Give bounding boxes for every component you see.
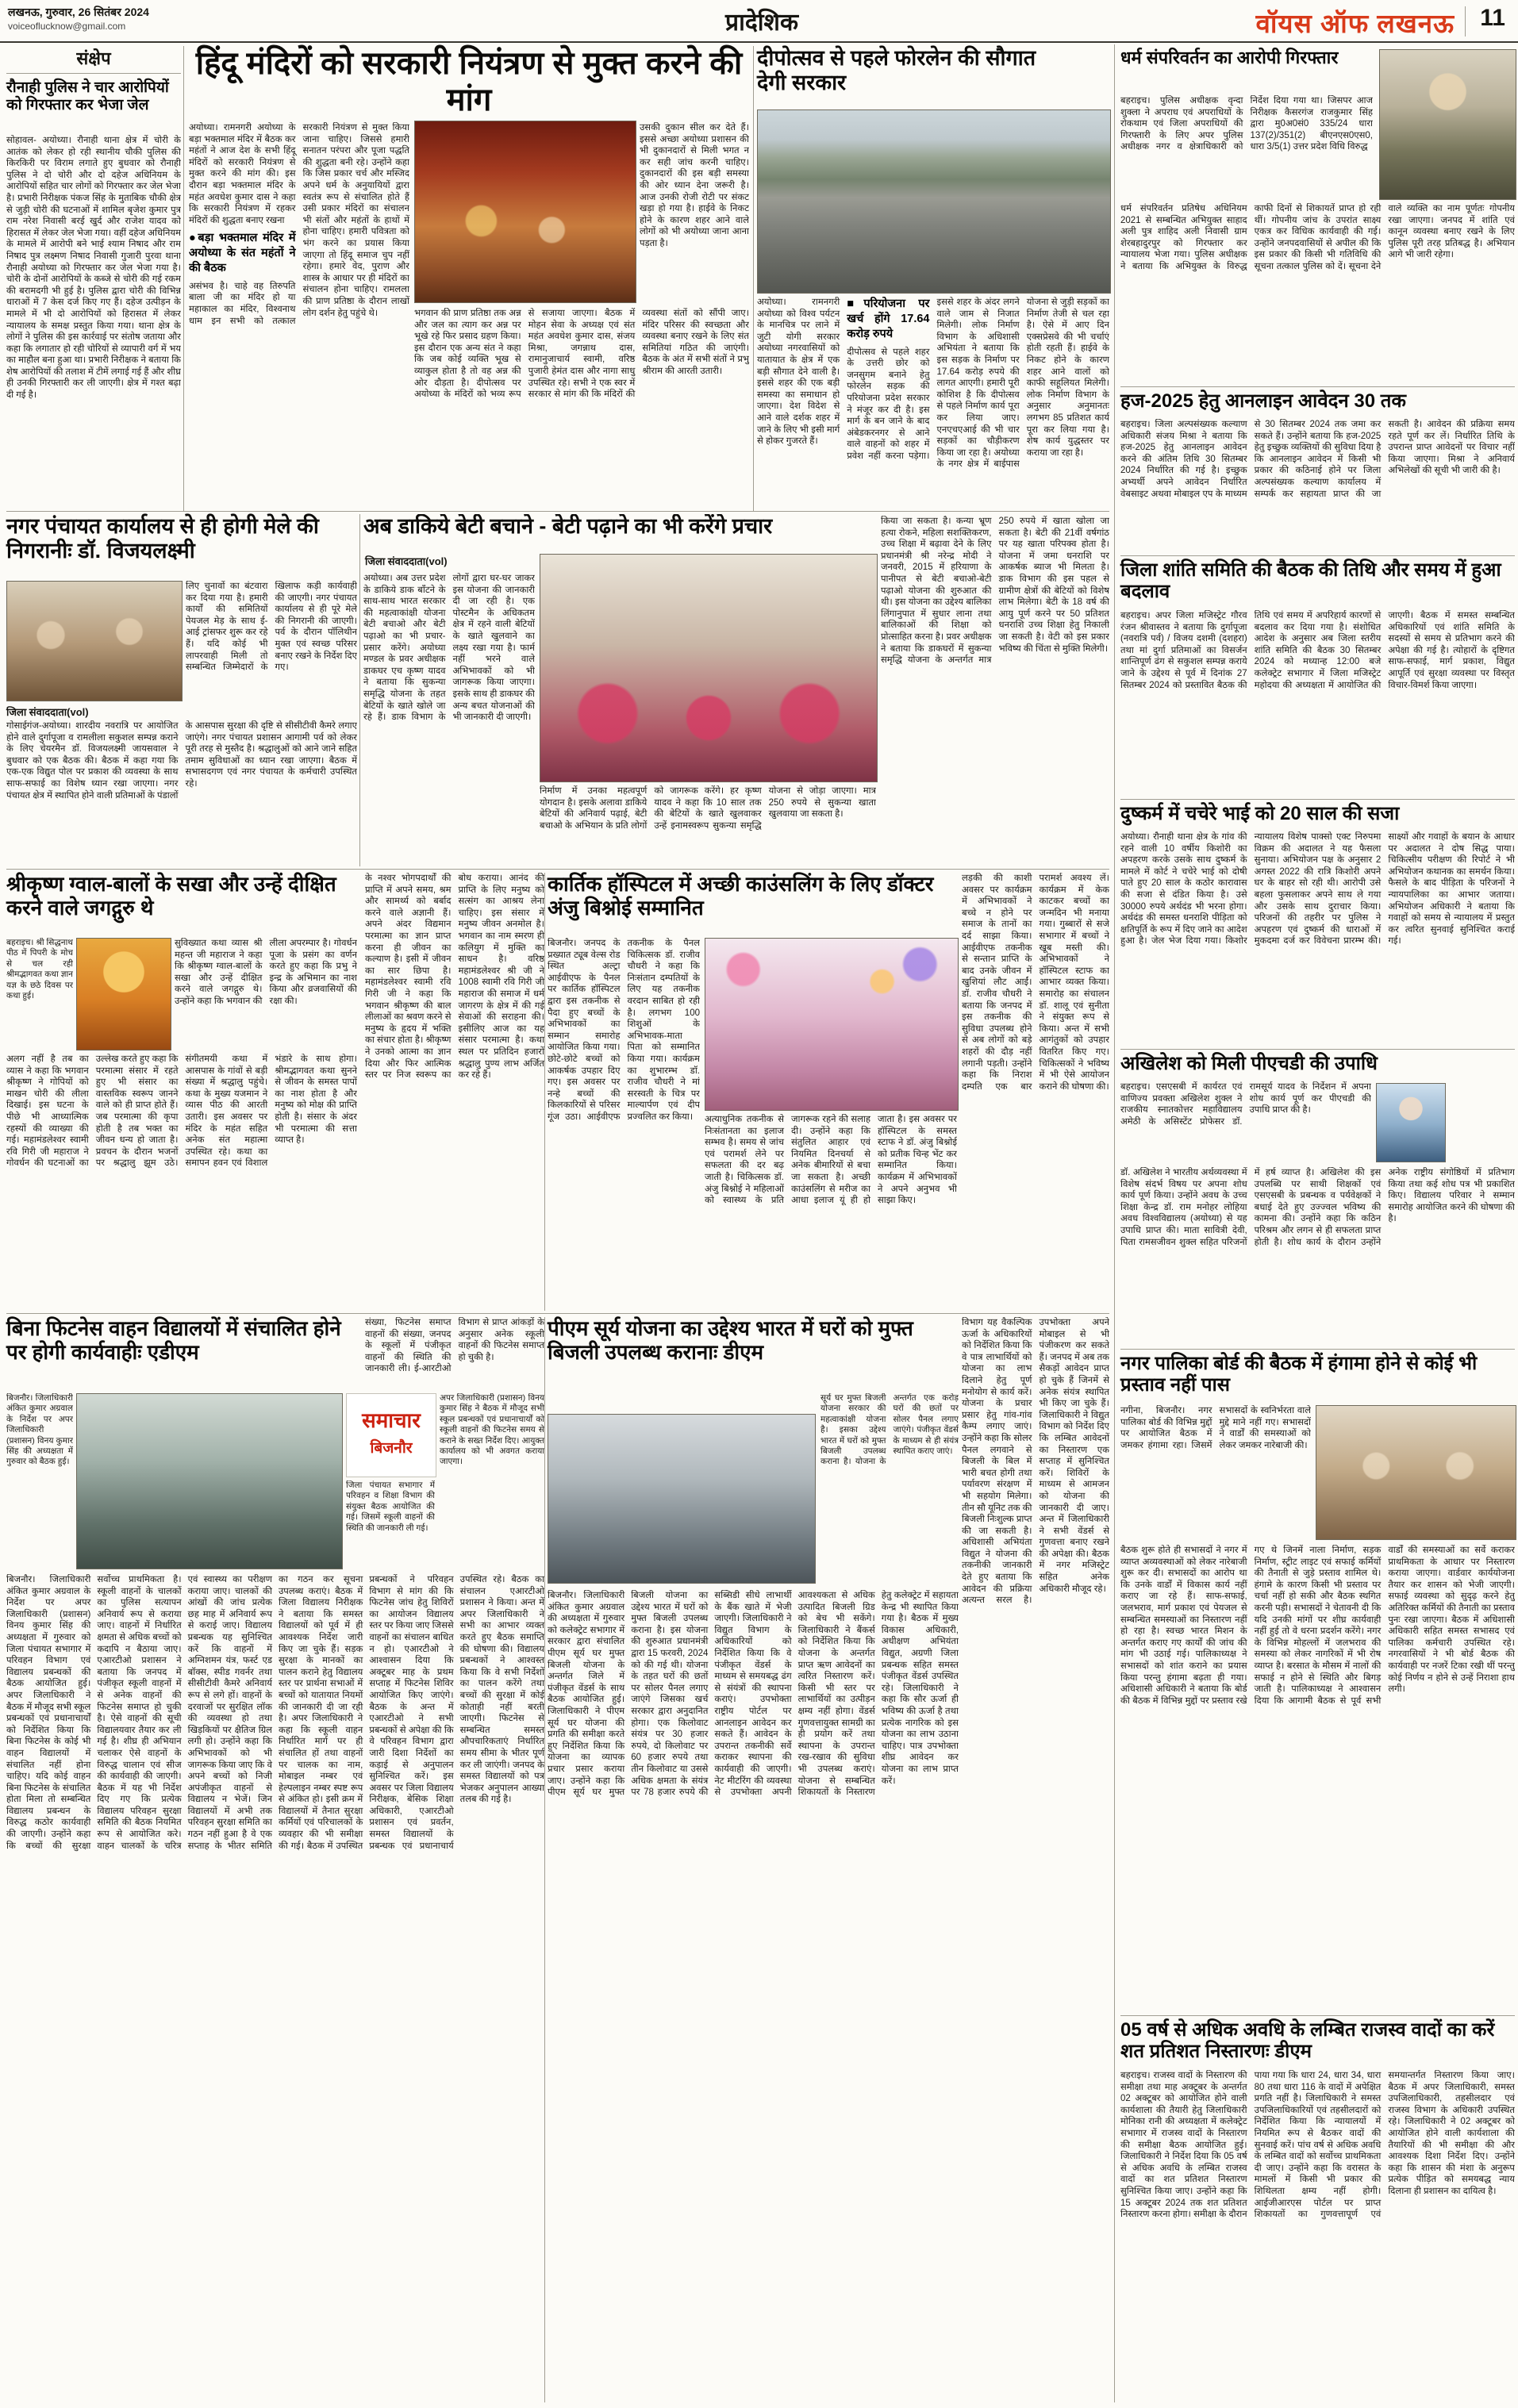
divider (753, 46, 754, 511)
article-body-left: अयोध्या। अब उत्तर प्रदेश के डाकिये डाक बाँटने के साथ-साथ भारत सरकार की महत्वाकांक्षी योजना बेटी बचाओ और बेटी पढ़ाओ का भी प्रचार-प्रसार करेंगे। अयोध्या मण्डल के प्रवर अधीक्षक डाकघर एच कृष्ण यादव ने बताया कि सुकन्या समृद्धि योजना के तहत बेटियों के खाते खोले जा रहे हैं। डाक विभाग के लोगों द्वारा घर-घर जाकर इस योजना की जानकारी दी जा रही है। एक पोस्टमैन के अधिकतम क्षेत्र में रहने वाली बेटियों के खाते खुलवाने का लक्ष्य रखा गया है। फार्म नहीं भरने वाले अभिभावकों को भी जागरूक किया जाएगा। इसके साथ ही डाकघर की अन्य बचत योजनाओं की भी जानकारी दी जाएगी। (363, 574, 535, 723)
article-headline: श्रीकृष्ण ग्वाल-बालों के सखा और उन्हें दीक्षित करने वाले जगद्गुरु थे (6, 872, 336, 920)
article-body-a: बिजनौर। जिलाधिकारी अंकित कुमार अग्रवाल के निर्देश पर अपर जिलाधिकारी (प्रशासन) विनय कुमार सिंह की अध्यक्षता में गुरुवार को बैठक हुई। (6, 1393, 73, 1467)
article-shanti (1120, 559, 1515, 796)
article-body-bottom: धर्म संपरिवर्तन प्रतिषेध अधिनियम 2021 से सम्बन्धित अभियुक्त साहाद अली पुत्र शाहिद अली निवासी ग्राम शेरबहादुरपुर को गिरफ्तार कर न्यायालय भेजा गया। पुलिस अधीक्षक ने बताया कि अभियुक्त के विरुद्ध काफी दिनों से शिकायतें प्राप्त हो रही थीं। गोपनीय जांच के उपरांत साक्ष्य एकत्र कर विधिक कार्यवाही की गई। उन्होंने जनपदवासियों से अपील की कि इस प्रकार की किसी भी गतिविधि की सूचना तत्काल पुलिस को दें। सूचना देने वाले व्यक्ति का नाम पूर्णतः गोपनीय रखा जाएगा। जनपद में शांति एवं कानून व्यवस्था बनाए रखने के लिए पुलिस पूरी तरह प्रतिबद्ध है। अभियान आगे भी जारी रहेगा। (1120, 204, 1515, 271)
article-body-right: उसकी दुकान सील कर देते हैं। इससे अच्छा अयोध्या प्रशासन की भी दुकानदारों से मिली भगत न कर सही जांच करनी चाहिए। दुकानदारों की इस बड़ी समस्या की ओर ध्यान देना जरूरी है। आज उनकी रोजी रोटी पर संकट खड़ा हो गया है। हाईवे के निकट होने के कारण शहर आने वाले लोगों को भी अयोध्या जाना आना पड़ता है। (640, 123, 749, 248)
article-body-a: सूर्य घर मुफ्त बिजली योजना सरकार की महत्वाकांक्षी योजना है। इसका उद्देश्य भारत में घरों को मुफ्त बिजली उपलब्ध कराना है। योजना के अन्तर्गत एक करोड़ घरों की छतों पर सोलर पैनल लगाए जाएंगे। पंजीकृत वेंडर्स के माध्यम से ही संयंत्र स्थापित कराए जाएं। (820, 1393, 959, 1467)
article-body-c: अपर जिलाधिकारी (प्रशासन) विनय कुमार सिंह ने बैठक में मौजूद सभी स्कूल प्रबन्धकों एवं प्रधानाचार्यों को स्कूली वाहनों की फिटनेस समय से कराने के सख्त निर्देश दिए। आयुक्त कार्यालय को भी अवगत कराया जाएगा। (440, 1393, 544, 1467)
article-dushkarm (1120, 803, 1515, 1046)
article-headline: 05 वर्ष से अधिक अवधि के लम्बित राजस्व वादों का करें शत प्रतिशत निस्तारणः डीएम (1120, 2019, 1495, 2063)
article-body-bottom: निर्माण में उनका महत्वपूर्ण योगदान है। इसके अलावा डाकिये बेटियों की अनिवार्य पढ़ाई, बेटी बचाओ के अभियान के प्रति लोगों को जागरूक करेंगे। हर कृष्ण यादव ने कहा कि 10 साल तक की बेटियों के खाते खुलवाकर उन्हें इनामस्वरूप सुकन्या समृद्धि योजना से जोड़ा जाएगा। मात्र 250 रुपये से सुकन्या खाता खुलवाया जा सकता है। (540, 786, 876, 831)
date-line: लखनऊ, गुरुवार, 26 सितंबर 2024 (8, 6, 149, 18)
article-body: नगीना, बिजनौर। नगर पालिका बोर्ड की विभिन्न मुद्दों पर आयोजित बैठक में जमकर हंगामा रहा। जिसमें सभासदों के स्वनिर्भरता वाले मुद्दे माने नहीं गए। सभासदों ने वार्डों की समस्याओं को लेकर जमकर नारेबाजी की। (1120, 1406, 1311, 1450)
newsbox-line1: समाचार (362, 1408, 421, 1432)
samachar-bijnor-box (346, 1393, 436, 1477)
article-akhilesh (1120, 1053, 1515, 1345)
divider (1114, 44, 1115, 2402)
divider (1120, 2015, 1515, 2016)
article-headline: हिंदू मंदिरों को सरकारी नियंत्रण से मुक्त करने की मांग (195, 46, 743, 117)
article-headline: कार्तिक हॉस्पिटल में अच्छी काउंसलिंग के लिए डॉक्टर अंजु बिश्नोई सम्मानित (548, 872, 934, 920)
akhilesh-portrait-photo (1376, 1083, 1446, 1162)
board-meeting-photo (1316, 1405, 1516, 1540)
article-headline: पीएम सूर्य योजना का उद्देश्य भारत में घरों को मुफ्त बिजली उपलब्ध करानाः डीएम (548, 1316, 913, 1364)
briefs-title: संक्षेप (6, 46, 181, 74)
article-body-main: बिजनौर। जिलाधिकारी अंकित कुमार अग्रवाल के निर्देश पर अपर जिलाधिकारी (प्रशासन) विनय कुमार सिंह की अध्यक्षता में गुरुवार को जिला पंचायत सभागार में परिवहन विभाग एवं विद्यालय प्रबन्धकों की बैठक आयोजित हुई। अपर जिलाधिकारी ने बैठक में मौजूद सभी स्कूल प्रबन्धकों एवं प्रधानाचार्यों को निर्देशित किया कि बिना फिटनेस के कोई भी वाहन विद्यालयों में संचालित नहीं होना चाहिए। यदि कोई वाहन बिना फिटनेस के संचालित होता मिला तो सम्बन्धित विद्यालय प्रबन्धन के विरुद्ध कठोर कार्यवाही की जाएगी। उन्होंने कहा कि बच्चों की सुरक्षा सर्वोच्च प्राथमिकता है। स्कूली वाहनों के चालकों का पुलिस सत्यापन अनिवार्य रूप से कराया जाए। वाहनों में निर्धारित क्षमता से अधिक बच्चों को कदापि न बैठाया जाए। एआरटीओ प्रशासन ने बताया कि जनपद में पंजीकृत स्कूली वाहनों में से अनेक वाहनों की फिटनेस समाप्त हो चुकी है। ऐसे वाहनों की सूची विद्यालयवार तैयार कर ली गई है। शीघ्र ही अभियान चलाकर ऐसे वाहनों के विरुद्ध चालान एवं सीज की कार्यवाही की जाएगी। बैठक में यह भी निर्देश दिए गए कि प्रत्येक विद्यालय परिवहन सुरक्षा समिति की बैठक नियमित रूप से आयोजित करे। वाहन चालकों के चरित्र एवं स्वास्थ्य का परीक्षण कराया जाए। चालकों की आंखों की जांच प्रत्येक छह माह में अनिवार्य रूप से कराई जाए। विद्यालय प्रबन्धक यह सुनिश्चित करें कि वाहनों में अग्निशमन यंत्र, फर्स्ट एड बॉक्स, स्पीड गवर्नर तथा सीसीटीवी कैमरे अनिवार्य रूप से लगे हों। वाहनों के दरवाजों पर सुरक्षित लॉक की व्यवस्था हो तथा खिड़कियों पर क्षैतिज ग्रिल लगी हो। उन्होंने कहा कि अभिभावकों को भी जागरूक किया जाए कि वे अपने बच्चों को निजी अपंजीकृत वाहनों से विद्यालय न भेजें। जिन विद्यालयों में अभी तक परिवहन सुरक्षा समिति का गठन नहीं हुआ है वे एक सप्ताह के भीतर समिति का गठन कर सूचना उपलब्ध कराएं। बैठक में जिला विद्यालय निरीक्षक ने बताया कि समस्त विद्यालयों को पूर्व में ही आवश्यक निर्देश जारी किए जा चुके हैं। सड़क सुरक्षा के मानकों का पालन कराने हेतु विद्यालय स्तर पर प्रार्थना सभाओं में बच्चों को यातायात नियमों की जानकारी दी जा रही है। अपर जिलाधिकारी ने कहा कि स्कूली वाहन निर्धारित मार्ग पर ही संचालित हों तथा वाहनों पर चालक का नाम, मोबाइल नम्बर एवं हेल्पलाइन नम्बर स्पष्ट रूप से अंकित हो। इसी क्रम में विद्यालयों में तैनात सुरक्षा कर्मियों एवं परिचालकों के व्यवहार की भी समीक्षा की गई। बैठक में उपस्थित प्रबन्धकों ने परिवहन विभाग से मांग की कि फिटनेस जांच हेतु शिविरों का आयोजन विद्यालय स्तर पर किया जाए जिससे वाहनों का संचालन बाधित न हो। एआरटीओ ने आश्वासन दिया कि अक्टूबर माह के प्रथम सप्ताह में फिटनेस शिविर आयोजित किए जाएंगे। बैठक के अन्त में एआरटीओ ने सभी प्रबन्धकों से अपेक्षा की कि वे परिवहन विभाग द्वारा जारी दिशा निर्देशों का कड़ाई से अनुपालन सुनिश्चित करें। इस अवसर पर जिला विद्यालय निरीक्षक, बेसिक शिक्षा अधिकारी, एआरटीओ प्रशासन एवं प्रवर्तन, समस्त विद्यालयों के प्रबन्धक एवं प्रधानाचार्य उपस्थित रहे। बैठक का संचालन एआरटीओ प्रशासन ने किया। अन्त में अपर जिलाधिकारी ने सभी का आभार व्यक्त करते हुए बैठक समाप्ति की घोषणा की। विद्यालय प्रबन्धकों ने आश्वस्त किया कि वे सभी निर्देशों का पालन करेंगे तथा बच्चों की सुरक्षा में कोई कोताही नहीं बरती जाएगी। फिटनेस से सम्बन्धित समस्त औपचारिकताएं निर्धारित समय सीमा के भीतर पूर्ण कर ली जाएंगी। जनपद के समस्त विद्यालयों को पत्र भेजकर अनुपालन आख्या तलब की गई है। (6, 1575, 544, 1851)
article-body-bottom: डॉ. अखिलेश ने भारतीय अर्थव्यवस्था में विशेष संदर्भ विषय पर अपना शोध कार्य पूर्ण किया। उन्होंने अवध के उच्च शिक्षा केन्द्र डॉ. राम मनोहर लोहिया अवध विश्वविद्यालय (अयोध्या) से यह उपाधि प्राप्त की। माता सावित्री देवी, पिता रामसजीवन शुक्ल सहित परिजनों में हर्ष व्याप्त है। अखिलेश की इस उपलब्धि पर साथी शिक्षकों एवं एसएसबी के प्रबन्धक व पर्यवेक्षकों ने बधाई देते हुए उज्ज्वल भविष्य की कामना की। उन्होंने कहा कि कठिन परिश्रम और लगन से ही सफलता प्राप्त होती है। शोध कार्य के दौरान उन्होंने अनेक राष्ट्रीय संगोष्ठियों में प्रतिभाग किया तथा कई शोध पत्र भी प्रकाशित किए। विद्यालय परिवार ने सम्मान समारोह आयोजित करने की घोषणा की है। (1120, 1168, 1515, 1247)
divider (544, 873, 545, 1311)
article-body-right: किया जा सकता है। कन्या भ्रूण हत्या रोकने, महिला सशक्तिकरण, उच्च शिक्षा में बढ़ावा देने के लिए प्रधानमंत्री श्री नरेन्द्र मोदी ने जनवरी, 2015 में हरियाणा के पानीपत से बेटी बचाओ-बेटी पढ़ाओ योजना की शुरुआत की थी। इस योजना का उद्देश्य बालिका लिंगानुपात में सुधार लाना तथा बालिकाओं की शिक्षा को प्रोत्साहित करना है। प्रवर अधीक्षक ने बताया कि डाकघरों में सुकन्या समृद्धि योजना के अन्तर्गत मात्र 250 रुपये में खाता खोला जा सकता है। बेटी की 21वीं वर्षगांठ पर यह खाता परिपक्व होता है। योजना में जमा धनराशि पर आकर्षक ब्याज भी मिलता है। डाक विभाग की इस पहल से ग्रामीण क्षेत्रों की बेटियों को विशेष लाभ मिलेगा। बेटी के 18 वर्ष की आयु पूर्ण करने पर 50 प्रतिशत धनराशि उच्च शिक्षा हेतु निकाली जा सकती है। वेटी को इस प्रकार भविष्य की चिंता से मुक्ति मिलेगी। (881, 517, 1109, 666)
article-kartik (548, 873, 1109, 1311)
article-body: बहराइच। पुलिस अधीक्षक वृन्दा शुक्ला ने अपराध एवं अपराधियों के रोकथाम एवं जिला अपराधियों की गिरफ्तारी के लिए अपर पुलिस अधीक्षक नगर व क्षेत्राधिकारी को निर्देश दिया गया था। जिसपर आज निरीक्षक कैसरगंज राजकुमार सिंह द्वारा मु0अ0सं0 335/24 धारा 137(2)/351(2) बीएनएस0एस0, धारा 3/5(1) उत्तर प्रदेश विधि विरुद्ध (1120, 96, 1373, 152)
article-nagarpalika (1120, 1353, 1515, 2011)
article-headline: धर्म संपरिवर्तन का आरोपी गिरफ्तार (1120, 48, 1339, 67)
surya-meeting-photo (548, 1414, 816, 1584)
article-body: बहराइच। एसएसबी में कार्यरत एवं वाणिज्य प्रवक्ता अखिलेश शुक्ल ने राजकीय स्नातकोत्तर महाविद्यालय अमेठी के असिस्टेंट प्रोफेसर डॉ. रामसूर्य यादव के निर्देशन में अपना शोध कार्य पूर्ण कर पीएचडी की उपाधि प्राप्त की है। (1120, 1082, 1371, 1127)
divider (1120, 386, 1515, 387)
article-headline: अब डाकिये बेटी बचाने - बेटी पढ़ाने का भी करेंगे प्रचार (363, 514, 773, 538)
adm-meeting-photo (76, 1393, 343, 1569)
article-body-d: संख्या, फिटनेस समाप्त वाहनों की संख्या, जनपद के स्कूलों में पंजीकृत वाहनों की स्थिति की जानकारी ली। ई-आरटीओ विभाग से प्राप्त आंकड़ों के अनुसार अनेक स्कूली वाहनों की फिटनेस समाप्त हो चुकी है। (365, 1318, 544, 1374)
body-part: असंभव है। चाहे वह तिरुपति बाला जी का मंदिर हो या महाकाल का मंदिर, विश्वनाथ धाम इन सभी को तत्काल सरकारी नियंत्रण से मुक्त किया जाना चाहिए। जिससे हमारी सनातन परंपरा और पूजा पद्धति की शुद्धता बनी रहे। उन्होंने कहा कि जिस प्रकार चर्च और मस्जिद अपने धर्म के अनुयायियों द्वारा स्वतंत्र रूप से संचालित होते हैं उसी प्रकार मंदिरों का संचालन भी संतों और महंतों के हाथों में होना चाहिए। हमारी पवित्रता को भंग करने का प्रयास किया जाएगा तो हिंदू समाज चुप नहीं रहेगा। हमारे वेद, पुराण और शास्त्र के आधार पर ही मंदिरों का संचालन होना चाहिए। रामलला की प्राण प्रतिष्ठा के दौरान लाखों लोग दर्शन हेतु पहुंचे थे। (189, 123, 409, 326)
article-krishna (6, 873, 544, 1311)
divider (1120, 1049, 1515, 1050)
divider (183, 46, 184, 511)
article-headline: दीपोत्सव से पहले फोरलेन की सौगात देगी सरकार (757, 46, 1036, 94)
article-body-c: लड़की की काशी अवसर पर कार्यक्रम में अभिभावकों ने बच्चे न होने पर समाज के तानों का दर्द साझा किया। आईवीएफ तकनीक से सन्तान प्राप्ति के बाद उनके जीवन में खुशियां लौट आईं। डॉ. राजीव चौधरी ने बताया कि जनपद में इस तकनीक की सुविधा उपलब्ध होने से अब लोगों को बड़े शहरों की दौड़ नहीं लगानी पड़ती। उन्होंने कहा कि निराश दम्पति एक बार परामर्श अवश्य लें। कार्यक्रम में केक काटकर बच्चों का जन्मदिन भी मनाया गया। गुब्बारों से सजे सभागार में बच्चों ने खूब मस्ती की। अभिभावकों ने हॉस्पिटल स्टाफ का आभार व्यक्त किया। समारोह का संचालन डॉ. शालू एवं सुनीता ने संयुक्त रूप से किया। अन्त में सभी आगंतुकों को उपहार वितरित किए गए। चिकित्सकों ने भविष्य में भी ऐसे आयोजन कराने की घोषणा की। (962, 874, 1109, 1092)
article-fitness (6, 1317, 544, 2402)
article-body-side: लिए चुनावों का बंटवारा कर दिया गया है। हमारी कार्यों की समितियों पेयजल मेड़ के साथ ई-आई ट्रांसफर शुरू कर रहे हैं। यदि कोई भी लापरवाही मिली तो सम्बन्धित जिम्मेदारों के खिलाफ कड़ी कार्यवाही की जाएगी। नगर पंचायत कार्यालय से ही पूरे मेले की निगरानी की जाएगी। पर्व के दौरान पॉलिथीन मुक्त एवं स्वच्छ परिसर बनाए रखने के निर्देश दिए गए। (186, 582, 357, 673)
article-pmsurya (548, 1317, 1109, 2402)
briefs-column (6, 46, 181, 511)
street-photo (757, 109, 1111, 294)
temple-meeting-photo (414, 121, 636, 303)
divider (1120, 799, 1515, 800)
article-body-a: बहराइच। श्री सिद्धनाथ पीठ में पिपरी के मोच से चल रही श्रीमद्भागवत कथा ज्ञान यज्ञ के छठे दिवस पर कथा हुई। (6, 938, 73, 1001)
article-subhead: ●बड़ा भक्तमाल मंदिर में अयोध्या के संत महंतों ने की बैठक (189, 232, 296, 275)
page-number: 11 (1480, 5, 1505, 31)
body-part: दीपोत्सव से पहले शहर के उत्तरी छोर को जनसुगम बनाने हेतु फोरलेन सड़क की परियोजना प्रदेश सरकार ने मंजूर कर दी है। इस मार्ग के बन जाने के बाद अंबेडकरनगर से आने वाले वाहनों को शहर में प्रवेश नहीं करना पड़ेगा। इससे शहर के अंदर लगने वाले जाम से निजात मिलेगी। लोक निर्माण विभाग के अधिशासी अभियंता ने बताया कि इस सड़क के निर्माण पर 17.64 करोड़ रुपये की लागत आएगी। हमारी पूरी कोशिश है कि दीपोत्सव से पहले निर्माण कार्य पूरा कर लिया जाए। एनएचएआई की भी चार सड़कों का चौड़ीकरण किया जा रहा है। अयोध्या के नगर क्षेत्र में बाईपास योजना से जुड़ी सड़कों का निर्माण तेजी से चल रहा है। ऐसे में आए दिन एक्सप्रेसवे की भी चर्चाएं होती रहती हैं। हाईवे के निकट होने के कारण शहर आने वालों को काफी सहूलियत मिलेगी। लोक निर्माण विभाग के अनुसार अनुमानतः लगभग 85 प्रतिशत कार्य पूरा कर लिया गया है। शेष कार्य युद्धस्तर पर कराया जा रहा है। (847, 298, 1109, 470)
arrest-photo (1379, 49, 1516, 200)
divider (359, 514, 360, 866)
page-header (0, 0, 1518, 41)
article-headline: दुष्कर्म में चचेरे भाई को 20 साल की सजा (1120, 803, 1400, 824)
article-dakiye (363, 514, 1109, 866)
article-body-a: बिजनौर। जनपद के प्रख्यात ट्यूब वेल्स रोड स्थित अल्ट्रा आईवीएफ के पैनल पर कार्तिक हॉस्पिटल द्वारा इस तकनीक से पैदा हुए बच्चों के अभिभावकों का सम्मान समारोह आयोजित किया गया। छोटे-छोटे बच्चों को आकर्षक उपहार दिए गए। इस अवसर पर नन्हे बच्चों की किलकारियों से परिसर गूंज उठा। आईवीएफ तकनीक के पैनल चिकित्सक डॉ. राजीव चौधरी ने कहा कि निःसंतान दम्पतियों के लिए यह तकनीक वरदान साबित हो रही है। लगभग 100 शिशुओं के अभिभावक-माता पिता को सम्मानित किया गया। कार्यक्रम का शुभारम्भ डॉ. राजीव चौधरी ने मां सरस्वती के चित्र पर माल्यार्पण एवं दीप प्रज्वलित कर किया। (548, 939, 700, 1122)
article-forlane (757, 46, 1109, 511)
article-body-c: विभाग यह वैकल्पिक ऊर्जा के अधिकारियों को निर्देशित किया कि वे पात्र लाभार्थियों को योजना का लाभ दिलाने हेतु पूर्ण मनोयोग से कार्य करें। योजना के प्रचार प्रसार हेतु गांव-गांव कैम्प लगाए जाएं। उन्होंने कहा कि सोलर पैनल लगवाने से बिजली के बिल में भारी बचत होगी तथा पर्यावरण संरक्षण में भी सहयोग मिलेगा। तीन सौ यूनिट तक की बिजली निःशुल्क प्राप्त की जा सकती है। अधिशासी अभियंता विद्युत ने योजना की तकनीकी जानकारी देते हुए बताया कि आवेदन की प्रक्रिया अत्यन्त सरल है। उपभोक्ता अपने मोबाइल से भी पंजीकरण कर सकते हैं। जनपद में अब तक सैकड़ों आवेदन प्राप्त हो चुके हैं जिनमें से अनेक संयंत्र स्थापित भी किए जा चुके हैं। जिलाधिकारी ने विद्युत विभाग को निर्देश दिए कि लम्बित आवेदनों का निस्तारण एक सप्ताह में सुनिश्चित करें। शिविरों के माध्यम से आमजन को योजना की जानकारी दी जाए। अन्त में जिलाधिकारी ने सभी वेंडर्स से गुणवत्ता बनाए रखने की अपेक्षा की। बैठक में नगर मजिस्ट्रेट सहित अनेक अधिकारी मौजूद रहे। (962, 1318, 1109, 1606)
article-body-b: सुविख्यात कथा व्यास श्री महन्त जी महाराज ने कहा कि श्रीकृष्ण ग्वाल-बालों के सखा और उन्हें दीक्षित करने वाले जगद्गुरु थे। उन्होंने कहा कि भगवान की लीला अपरम्पार है। गोवर्धन पूजा के प्रसंग का वर्णन करते हुए कहा कि प्रभु ने इन्द्र के अभिमान का नाश किया और व्रजवासियों की रक्षा की। (175, 939, 357, 1006)
brief-body: सोहावल- अयोध्या। रौनाही थाना क्षेत्र में चोरी के आतंक को लेकर हो रही स्थानीय चौकी पुलिस की किरकिरी पर विराम लगाते हुए बुधवार को रौनाही पुलिस ने दो चोरी और दो दहेज अधिनियम के आरोपियों सहित चार लोगों को गिरफ्तार कर जेल भेजा है। प्रभारी निरीक्षक पंकज सिंह के मुताबिक चौकी क्षेत्र से जुड़ी चोरी की घटनाओं में शामिल बृजेश कुमार पुत्र राम नरेश निवासी बरई खुर्द और राजेश यादव को हिरासत में लेकर जेल भेजा गया। वहीं दहेज अधिनियम के मामले में आरोपी बने भाई श्याम निषाद और राम निषाद पुत्र लक्ष्मण निषाद निवासी गुजारी पुरवा थाना रौनाही अयोध्या को गिरफ्तार कर जेल भेजा गया है। चोरी के दोनों आरोपियों के कब्जे से चोरी की गई रकम की बरामदगी भी हुई है। पुलिस द्वारा चोरी की विभिन्न धाराओं में 7 केस दर्ज किए गए हैं। दहेज उत्पीड़न के मामले में भी दो आरोपियों को हिरासत में लेकर न्यायालय के समक्ष प्रस्तुत किया गया। थाना क्षेत्र के लोगों ने पुलिस की इस कार्रवाई पर संतोष जताया और कहा कि लगातार हो रही चोरियों से व्यापारी वर्ग में भय का माहौल बना हुआ था। प्रभारी निरीक्षक ने बताया कि शेष आरोपियों की तलाश में टीमें लगाई गई हैं और शीघ्र ही उनकी गिरफ्तारी कर ली जाएगी। क्षेत्र में गश्त बढ़ा दी गई है। (6, 136, 181, 401)
saint-portrait-photo (76, 938, 171, 1050)
brief-headline: रौनाही पुलिस ने चार आरोपियों को गिरफ्तार कर भेजा जेल (6, 79, 169, 113)
article-haj (1120, 390, 1515, 553)
article-rajaswa (1120, 2019, 1515, 2402)
contact-email: voiceoflucknow@gmail.com (8, 21, 126, 32)
body-part: अयोध्या। रामनगरी अयोध्या को विश्व पर्यटन के मानचित्र पर लाने में जुटी योगी सरकार अयोध्या नगरवासियों को यातायात के क्षेत्र में एक बड़ी सौगात देने वाली है। इससे शहर की एक बड़ी समस्या का समाधान हो जाएगा। देश विदेश से आने वाले दर्शक शहर में जाने के लिए भी इसी मार्ग से होकर गुजरते हैं। (757, 298, 840, 447)
divider (6, 511, 1109, 512)
article-body: गोसाईगंज-अयोध्या। शारदीय नवरात्रि पर आयोजित होने वाले दुर्गापूजा व रामलीला सकुशल सम्पन्न कराने के लिए चेयरमैन डॉ. विजयलक्ष्मी जायसवाल ने बुधवार को एक बैठक की। बैठक में कहा गया कि एक-एक विद्युत पोल पर प्रकाश की व्यवस्था के साथ साफ-सफाई का विशेष ध्यान रखा जाएगा। नगर पंचायत क्षेत्र में स्थापित होने वाली प्रतिमाओं के पंडालों के आसपास सुरक्षा की दृष्टि से सीसीटीवी कैमरे लगाए जाएंगे। नगर पंचायत प्रशासन आगामी पर्व को लेकर पूरी तरह से मुस्तैद है। श्रद्धालुओं को आने जाने सहित तमाम सुविधाओं का ध्यान रखा जाएगा। बैठक में सभासदगण एवं नगर पंचायत के कर्मचारी उपस्थित रहे। (6, 721, 357, 801)
article-headline: अखिलेश को मिली पीएचडी की उपाधि (1120, 1053, 1378, 1074)
divider (1120, 1349, 1515, 1350)
article-body-main: बिजनौर। जिलाधिकारी अंकित कुमार अग्रवाल की अध्यक्षता में गुरुवार को कलेक्ट्रेट सभागार में सरकार द्वारा संचालित पीएम सूर्य घर मुफ्त बिजली योजना के अन्तर्गत जिले में पंजीकृत वेंडर्स के साथ बैठक आयोजित हुई। जिलाधिकारी ने पीएम सूर्य घर योजना की प्रगति की समीक्षा करते हुए निर्देशित किया कि योजना का व्यापक प्रचार प्रसार कराया जाए। उन्होंने कहा कि पीएम सूर्य घर मुफ्त बिजली योजना का उद्देश्य भारत में घरों को मुफ्त बिजली उपलब्ध कराना है। इस योजना की शुरुआत प्रधानमंत्री द्वारा 15 फरवरी, 2024 को की गई थी। योजना के तहत घरों की छतों पर सोलर पैनल लगाए जाएंगे जिसका खर्च सरकार द्वारा अनुदानित होगा। एक किलोवाट संयंत्र पर 30 हजार रुपये, दो किलोवाट पर 60 हजार रुपये तथा तीन किलोवाट या उससे अधिक क्षमता के संयंत्र पर 78 हजार रुपये की सब्सिडी सीधे लाभार्थी के बैंक खाते में भेजी जाएगी। जिलाधिकारी ने विद्युत विभाग के अधिकारियों को निर्देशित किया कि वे पंजीकृत वेंडर्स के माध्यम से समयबद्ध ढंग से संयंत्रों की स्थापना कराएं। उपभोक्ता राष्ट्रीय पोर्टल पर आनलाइन आवेदन कर सकते हैं। आवेदन के उपरान्त तकनीकी सर्वे कराकर स्थापना की कार्यवाही की जाएगी। नेट मीटरिंग की व्यवस्था से उपभोक्ता अपनी आवश्यकता से अधिक उत्पादित बिजली ग्रिड को बेच भी सकेंगे। जिलाधिकारी ने बैंकर्स को निर्देशित किया कि योजना के अन्तर्गत प्राप्त ऋण आवेदनों का त्वरित निस्तारण करें। किसी भी स्तर पर लाभार्थियों का उत्पीड़न क्षम्य नहीं होगा। वेंडर्स गुणवत्तायुक्त सामग्री का ही प्रयोग करें तथा स्थापना के उपरान्त रख-रखाव की सुविधा भी उपलब्ध कराएं। योजना से सम्बन्धित शिकायतों के निस्तारण हेतु कलेक्ट्रेट में सहायता केन्द्र भी स्थापित किया गया है। बैठक में मुख्य विकास अधिकारी, अधीक्षण अभियंता विद्युत, अग्रणी जिला प्रबन्धक सहित समस्त पंजीकृत वेंडर्स उपस्थित रहे। जिलाधिकारी ने कहा कि सौर ऊर्जा ही भविष्य की ऊर्जा है तथा प्रत्येक नागरिक को इस योजना का लाभ उठाना चाहिए। पात्र उपभोक्ता शीघ्र आवेदन कर योजना का लाभ प्राप्त करें। (548, 1591, 959, 1798)
article-body-bottom: बैठक शुरू होते ही सभासदों ने नगर में व्याप्त अव्यवस्थाओं को लेकर नारेबाजी शुरू कर दी। सभासदों का आरोप था कि उनके वार्डों में विकास कार्य नहीं कराए जा रहे हैं। साफ-सफाई, जलभराव, मार्ग प्रकाश एवं पेयजल से सम्बन्धित समस्याओं का निस्तारण नहीं हो रहा है। स्वच्छ भारत मिशन के अन्तर्गत कराए गए कार्यों की जांच की मांग भी उठाई गई। पालिकाध्यक्ष ने सभासदों को शांत कराने का प्रयास किया परन्तु हंगामा बढ़ता ही गया। अधिशासी अधिकारी ने बताया कि बोर्ड की बैठक में विभिन्न मुद्दों पर प्रस्ताव रखे गए थे जिनमें नाला निर्माण, सड़क निर्माण, स्ट्रीट लाइट एवं सफाई कर्मियों की तैनाती से जुड़े प्रस्ताव शामिल थे। हंगामे के कारण किसी भी प्रस्ताव पर चर्चा नहीं हो सकी और बैठक स्थगित करनी पड़ी। सभासदों ने चेतावनी दी कि यदि उनकी मांगों पर शीघ्र कार्यवाही नहीं हुई तो वे धरना प्रदर्शन करेंगे। नगर के विभिन्न मोहल्लों में जलभराव की समस्या को लेकर नागरिकों में भी रोष व्याप्त है। बरसात के मौसम में नालों की सफाई न होने से स्थिति और बिगड़ जाती है। पालिकाध्यक्ष ने आश्वासन दिया कि आगामी बैठक से पूर्व सभी वार्डों की समस्याओं का सर्वे कराकर प्राथमिकता के आधार पर निस्तारण कराया जाएगा। वार्डवार कार्ययोजना तैयार कर शासन को भेजी जाएगी। सफाई व्यवस्था को सुदृढ़ करने हेतु अतिरिक्त कर्मियों की तैनाती का प्रस्ताव पुनः रखा जाएगा। बैठक में अधिशासी अधिकारी सहित समस्त सभासद एवं पालिका कर्मचारी उपस्थित रहे। नगरवासियों ने भी बोर्ड बैठक की कार्यवाही पर नजरें टिका रखी थीं परन्तु कोई निर्णय न होने से उन्हें निराशा हाथ लगी। (1120, 1546, 1515, 1706)
article-body: अयोध्या। रौनाही थाना क्षेत्र के गांव की रहने वाली 10 वर्षीय किशोरी का अपहरण करके उसके साथ दुष्कर्म के मामले में कोर्ट ने चचेरे भाई को दोषी पाते हुए 20 साल के कठोर कारावास की सजा से दंडित किया है। उसे 30000 रुपये अर्थदंड भी भरना होगा। अर्थदंड की समस्त धनराशि पीड़िता को क्षतिपूर्ति के रूप में दिए जाने का आदेश हुआ है। जेल भेज दिया गया। किशोर न्यायालय विशेष पाक्सो एक्ट निरुपमा विक्रम की अदालत ने यह फैसला सुनाया। अभियोजन पक्ष के अनुसार 2 अगस्त 2022 की रात्रि किशोरी अपने घर के बाहर सो रही थी। आरोपी उसे बहला फुसलाकर अपने साथ ले गया और उसके साथ दुराचार किया। परिजनों की तहरीर पर पुलिस ने अपहरण एवं दुष्कर्म की धाराओं में मुकदमा दर्ज कर विवेचना प्रारम्भ की। साक्ष्यों और गवाहों के बयान के आधार पर अदालत ने दोष सिद्ध पाया। चिकित्सीय परीक्षण की रिपोर्ट ने भी अभियोजन कथानक का समर्थन किया। फैसले के बाद पीड़िता के परिजनों ने न्यायपालिका का आभार जताया। अभियोजन अधिकारी ने बताया कि गवाहों को समय से न्यायालय में प्रस्तुत कर त्वरित सुनवाई सुनिश्चित कराई गई। (1120, 832, 1515, 947)
divider (6, 1313, 1109, 1314)
masthead: वॉयस ऑफ लखनऊ (1255, 9, 1455, 38)
article-dharm (1120, 46, 1515, 383)
article-subhead: ■परियोजना पर खर्च होंगे 17.64 करोड़ रुपये (847, 298, 930, 340)
article-body-b: अत्याधुनिक तकनीक से निःसंतानता का इलाज सम्भव है। समय से जांच एवं परामर्श लेने पर सफलता की दर बढ़ जाती है। चिकित्सक डॉ. अंजु बिश्नोई ने महिलाओं को स्वास्थ्य के प्रति जागरूक रहने की सलाह दी। उन्होंने कहा कि संतुलित आहार एवं नियमित दिनचर्या से अनेक बीमारियों से बचा जा सकता है। अच्छी काउंसलिंग से मरीज का आधा इलाज यूं ही हो जाता है। इस अवसर पर हॉस्पिटल के समस्त स्टाफ ने डॉ. अंजु बिश्नोई को प्रतीक चिन्ह भेंट कर सम्मानित किया। कार्यक्रम में अभिभावकों ने अपने अनुभव भी साझा किए। (705, 1115, 957, 1206)
panchayat-meeting-photo (6, 581, 183, 701)
article-headline: नगर पालिका बोर्ड की बैठक में हंगामा होने से कोई भी प्रस्ताव नहीं पास (1120, 1353, 1478, 1396)
postal-event-photo (540, 554, 878, 782)
article-body-d: के नश्व‍र भोगपदार्थों की प्राप्ति में अपने समय, श्रम और सामर्थ्य को बर्बाद करने वाले अज्ञानी हैं। अपने अंदर विद्यमान परमात्मा का ज्ञान प्राप्त करना ही जीवन का कल्याण है। इसी में जीवन का सार छिपा है। महामंडलेश्वर स्वामी रवि गिरी जी ने कहा कि भगवान श्रीकृष्ण की बाल लीलाओं का श्रवण करने से मनुष्य के हृदय में भक्ति का संचार होता है। श्रीकृष्ण ने उनको आत्मा का ज्ञान दिया और फिर आत्मिक स्तर पर निज स्वरूप का बोध कराया। आनंद की प्राप्ति के लिए मनुष्य को सत्संग का आश्रय लेना चाहिए। इस संसार में मनुष्य जीवन अनमोल है। भगवान का नाम स्मरण ही कलियुग में मुक्ति का साधन है। वरिष्ठ महामंडलेश्वर श्री जी ने 1008 स्वामी रवि गिरी जी महाराज की समाज में धर्म जागरण के क्षेत्र में की गई सेवाओं की सराहना की। इसीलिए आज का यह संसार परमात्मा है। कथा स्थल पर प्रतिदिन हजारों श्रद्धालु पुण्य लाभ अर्जित कर रहे हैं। (365, 874, 544, 1081)
article-body: बहराइच। जिला अल्पसंख्यक कल्याण अधिकारी संजय मिश्रा ने बताया कि हज-2025 हेतु आनलाइन आवेदन करने की अंतिम तिथि 30 सितम्बर 2024 निर्धारित की गई है। इच्छुक अभ्यर्थी अपने आवेदन निर्धारित वेबसाइट अथवा मोबाइल एप के माध्यम से 30 सितम्बर 2024 तक जमा कर सकते हैं। उन्होंने बताया कि हज-2025 हेतु इच्छुक व्यक्तियों की सुविधा दिया है कि आनलाइन आवेदन में किसी भी प्रकार की कठिनाई होने पर जिला अल्पसंख्यक कल्याण कार्यालय में सम्पर्क कर सहायता प्राप्त की जा सकती है। आवेदन की प्रक्रिया समय रहते पूर्ण कर लें। निर्धारित तिथि के उपरान्त प्राप्त आवेदनों पर विचार नहीं किया जाएगा। मिश्रा ने अनिवार्य अभिलेखों की सूची भी जारी की है। (1120, 420, 1515, 499)
divider (1120, 555, 1515, 556)
article-headline: बिना फिटनेस वाहन विद्यालयों में संचालित होने पर होगी कार्यवाहीः एडीएम (6, 1316, 341, 1364)
article-headline: नगर पंचायत कार्यालय से ही होगी मेले की निगरानीः डॉ. विजयलक्ष्मी (6, 514, 319, 563)
divider (6, 869, 1109, 870)
article-body-b: जिला पंचायत सभागार में परिवहन व शिक्षा विभाग की संयुक्त बैठक आयोजित की गई। जिसमें स्कूली वाहनों की स्थिति की जानकारी ली गई। (346, 1481, 435, 1533)
byline: जिला संवाददाता(vol) (365, 555, 448, 567)
section-title: प्रादेशिक (725, 10, 798, 36)
article-headline: हज-2025 हेतु आनलाइन आवेदन 30 तक (1120, 390, 1406, 412)
article-body (189, 122, 409, 509)
article-body: बहराइच। अपर जिला मजिस्ट्रेट गौरव रंजन श्रीवास्तव ने बताया कि दुर्गापूजा (नवरात्रि पर्व) / विजय दशमी (दशहरा) तथा मां दुर्गा प्रतिमाओं का विसर्जन शान्तिपूर्ण ढंग से सकुशल सम्पन्न कराये जाने के उद्देश्य से पूर्व में दिनांक 27 सितम्बर 2024 को प्रस्तावित बैठक की तिथि एवं समय में अपरिहार्य कारणों से बदलाव कर दिया गया है। संशोधित आदेश के अनुसार अब जिला स्तरीय शांति समिति की बैठक 30 सितम्बर 2024 को मध्यान्ह 12:00 बजे कलेक्ट्रेट सभागार में जिला मजिस्ट्रेट महोदया की अध्यक्षता में आयोजित की जाएगी। बैठक में समस्त सम्बन्धित अधिकारियों एवं शांति समिति के सदस्यों से समय से प्रतिभाग करने की अपेक्षा की गई है। त्योहारों के दृष्टिगत साफ-सफाई, मार्ग प्रकाश, विद्युत आपूर्ति एवं सुरक्षा व्यवस्था पर विस्तृत विचार-विमर्श किया जाएगा। (1120, 611, 1515, 690)
header-rule (0, 41, 1518, 43)
article-mandir (189, 46, 749, 511)
article-body-bottom: भगवान की प्राण प्रतिष्ठा तक अन्न और जल का त्याग कर अन्न पर भूखे रहे फिर प्रसाद ग्रहण किया। इस दौरान एक अन्य संत ने कहा कि जब कोई व्यक्ति भूख से व्याकुल होता है तो वह अन्न की ओर दौड़ता है। दीपोत्सव पर अयोध्या के मंदिरों को भव्य रूप से सजाया जाएगा। बैठक में मोहन सेवा के अध्यक्ष एवं संत महंत अवधेश कुमार दास, संजय मिश्रा, जगन्नाथ दास, रामानुजाचार्य स्वामी, वरिष्ठ पुजारी हेमंत दास और नागा साधु उपस्थित रहे। सभी ने एक स्वर में सरकार से मांग की कि मंदिरों की व्यवस्था संतों को सौंपी जाए। मंदिर परिसर की स्वच्छता और व्यवस्था बनाए रखने के लिए संत समितियां गठित की जाएंगी। बैठक के अंत में सभी संतों ने प्रभु श्रीराम की आरती उतारी। (414, 309, 749, 400)
header-divider (1465, 6, 1466, 36)
hospital-event-photo (705, 938, 959, 1111)
byline: जिला संवाददाता(vol) (6, 706, 89, 718)
article-body (757, 297, 1109, 509)
article-body-c: अलग नहीं है तब का व्यास ने कहा कि भगवान श्रीकृष्ण ने गोपियों को माखन चोरी की लीला दिखाई। इस घटना के पीछे भी आध्यात्मिक रहस्यों की व्याख्या की गई। महामंडलेश्वर स्वामी रवि गिरी जी महाराज ने गोवर्धन की घटनाओं का उल्लेख करते हुए कहा कि परमात्मा संसार में रहते हुए भी संसार का वास्तविक स्वरूप जानने वाले को ही प्राप्त होते हैं। जब परमात्मा की कृपा होती है तब भक्त का जीवन धन्य हो जाता है। प्रवचन के दौरान भजनों पर श्रद्धालु झूम उठे। संगीतमयी कथा में आसपास के गांवों से बड़ी संख्या में श्रद्धालु पहुंचे। कथा के मुख्य यजमान ने व्यास पीठ की आरती उतारी। इस अवसर पर मंदिर के महंत सहित अनेक संत महात्मा उपस्थित रहे। कथा का समापन हवन एवं विशाल भंडारे के साथ होगा। श्रीमद्भागवत कथा सुनने से जीवन के समस्त पापों का नाश होता है और मनुष्य को मोक्ष की प्राप्ति होती है। संसार के अंदर भी परमात्मा की सत्ता व्याप्त है। (6, 1054, 357, 1169)
article-body: बहराइच। राजस्व वादों के निस्तारण की समीक्षा तथा माह अक्टूबर के अन्तर्गत 02 अक्टूबर को आयोजित होने वाली कार्यशाला की तैयारी हेतु जिलाधिकारी मोनिका रानी की अध्यक्षता में कलेक्ट्रेट सभागार में राजस्व वादों के निस्तारण की समीक्षा बैठक आयोजित हुई। जिलाधिकारी ने निर्देश दिया कि 05 वर्ष से अधिक अवधि के लम्बित राजस्व वादों का शत प्रतिशत निस्तारण सुनिश्चित किया जाए। उन्होंने कहा कि 15 अक्टूबर 2024 तक शत प्रतिशत निस्तारण करना होगा। समीक्षा के दौरान पाया गया कि धारा 24, धारा 34, धारा 80 तथा धारा 116 के वादों में अपेक्षित प्रगति नहीं है। जिलाधिकारी ने समस्त उपजिलाधिकारियों एवं तहसीलदारों को निर्देशित किया कि न्यायालयों में नियमित रूप से बैठकर वादों की सुनवाई करें। पांच वर्ष से अधिक अवधि के लम्बित वादों को सर्वोच्च प्राथमिकता दी जाए। उन्होंने कहा कि वरासत के मामलों में किसी भी प्रकार की शिथिलता क्षम्य नहीं होगी। आईजीआरएस पोर्टल पर प्राप्त शिकायतों का गुणवत्तापूर्ण एवं समयान्तर्गत निस्तारण किया जाए। बैठक में अपर जिलाधिकारी, समस्त उपजिलाधिकारी, तहसीलदार एवं राजस्व विभाग के अधिकारी उपस्थित रहे। जिलाधिकारी ने 02 अक्टूबर को आयोजित होने वाली कार्यशाला की तैयारियों की भी समीक्षा की और आवश्यक दिशा निर्देश दिए। उन्होंने कहा कि शासन की मंशा के अनुरूप प्रत्येक पीड़ित को समयबद्ध न्याय दिलाना ही प्रशासन का दायित्व है। (1120, 2071, 1515, 2220)
newsbox-line2: बिजनौर (370, 1440, 413, 1457)
article-nagarpanchayat (6, 514, 357, 866)
divider (544, 1317, 545, 2402)
article-headline: जिला शांति समिति की बैठक की तिथि और समय में हुआ बदलाव (1120, 559, 1501, 603)
body-part: अयोध्या। रामनगरी अयोध्या के बड़ा भक्तमाल मंदिर में बैठक कर महंतों ने आज देश के सभी हिंदू मंदिरों को सरकारी नियंत्रण से मुक्त करने की मांग की। इस दौरान बड़ा भक्तमाल मंदिर के महंत अवधेश कुमार दास ने कहा कि सरकारी नियंत्रण में रहकर मंदिरों की शुद्धता बनाए रखना (189, 123, 296, 225)
